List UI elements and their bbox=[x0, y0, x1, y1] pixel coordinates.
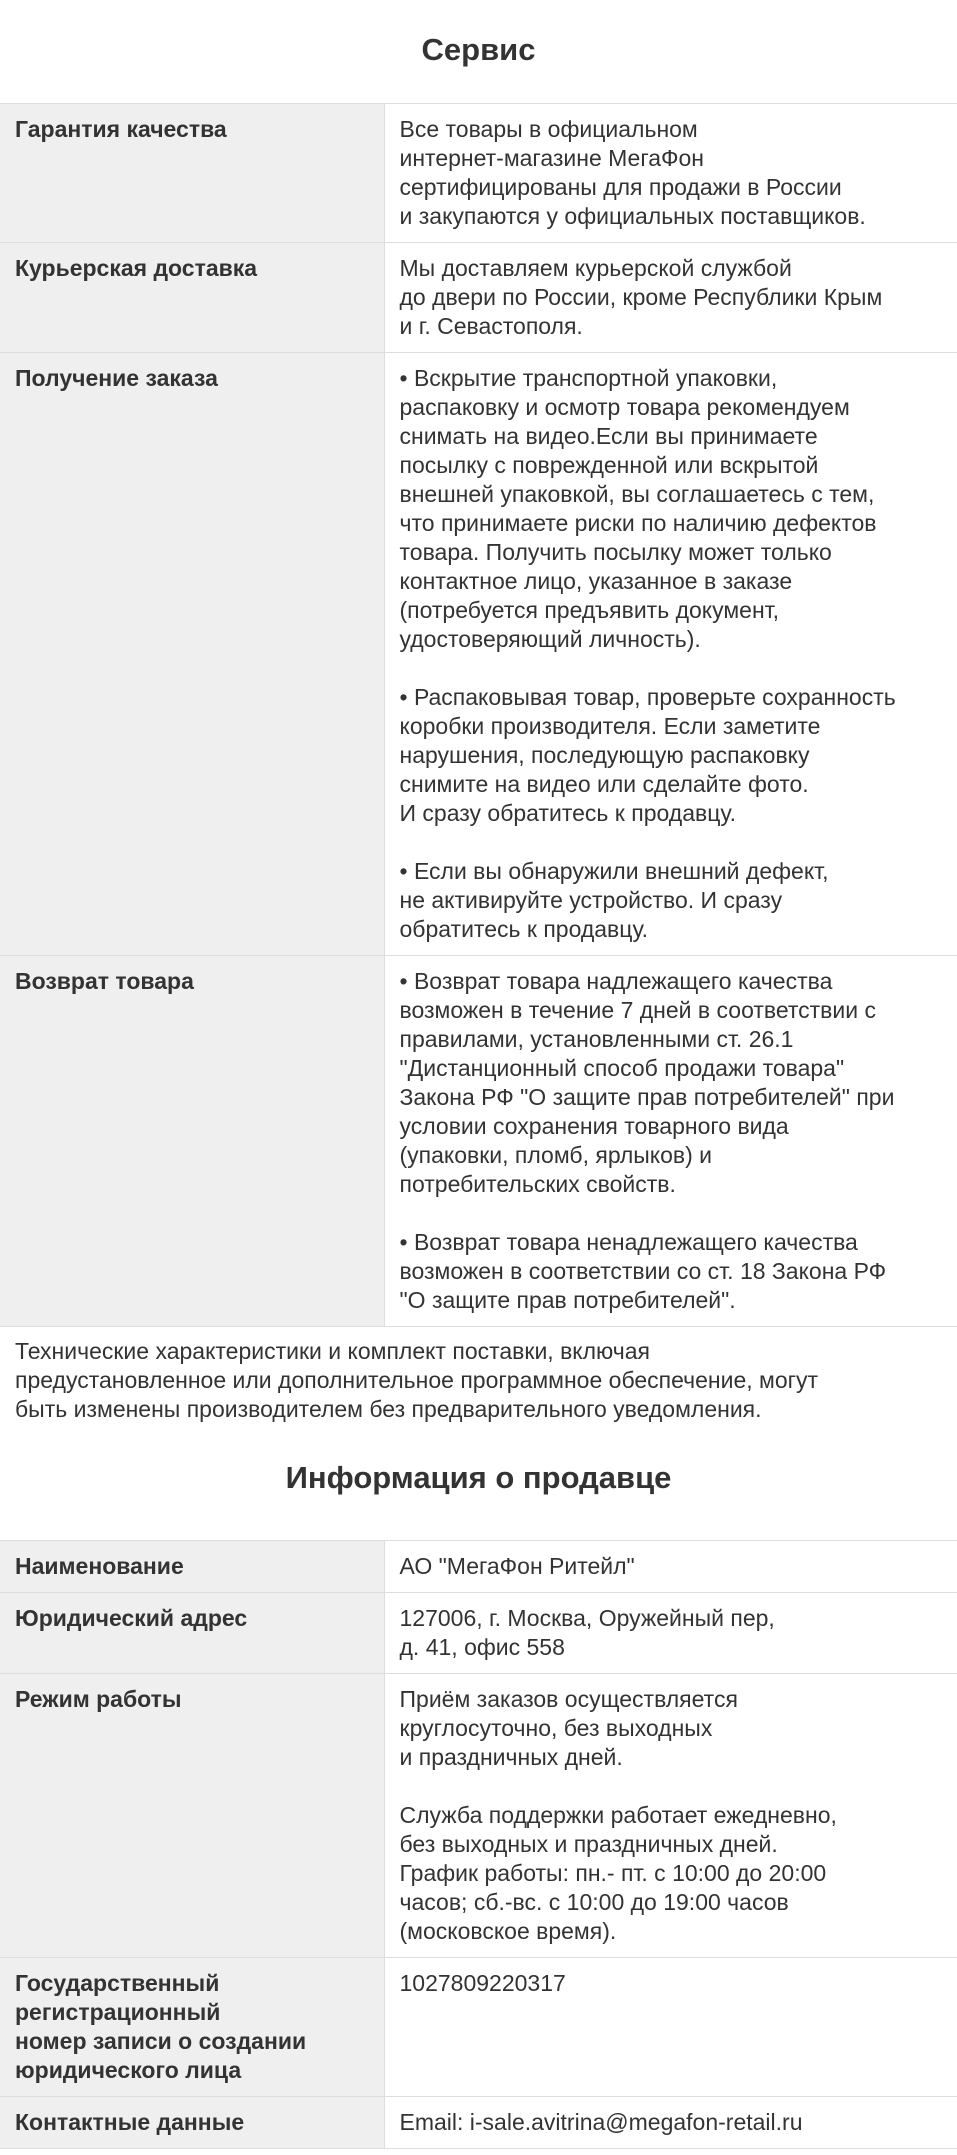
seller-row-contacts bbox=[0, 2097, 957, 2149]
seller-section-title: Информация о продавце bbox=[285, 1460, 672, 1495]
row-value: АО "МегаФон Ритейл" bbox=[384, 1541, 957, 1593]
row-label: Возврат товара bbox=[0, 956, 384, 1327]
seller-table bbox=[0, 1540, 957, 2149]
row-label: Режим работы bbox=[0, 1674, 384, 1958]
row-value: • Вскрытие транспортной упаковки, распаковку и осмотр товара рекомендуем снимать на видео.Если вы принимаете посылку с поврежденной или вскрытой внешней упаковкой, вы соглашаетесь с тем, что принимаете риски по наличию дефектов товара. Получить посылку может только контактное лицо, указанное в заказе (потребуется предъявить документ, удостоверяющий личность). • Распаковывая товар, проверьте сохранность коробки производителя. Если заметите нарушения, последующую распаковку снимите на видео или сделайте фото. И сразу обратитесь к продавцу. • Если вы обнаружили внешний дефект, не активируйте устройство. И сразу обратитесь к продавцу. bbox=[384, 353, 957, 956]
row-label: Гарантия качества bbox=[0, 104, 384, 243]
row-value: Приём заказов осуществляется круглосуточно, без выходных и праздничных дней. Служба поддержки работает ежедневно, без выходных и праздничных дней. График работы: пн.- пт. с 10:00 до 20:00 часов; сб.-вс. с 10:00 до 19:00 часов (московское время). bbox=[384, 1674, 957, 1958]
seller-row-name bbox=[0, 1541, 957, 1593]
service-row-quality-guarantee bbox=[0, 104, 957, 243]
seller-row-registration-number bbox=[0, 1958, 957, 2097]
row-label: Государственный регистрационный номер записи о создании юридического лица bbox=[0, 1958, 384, 2097]
service-row-courier-delivery bbox=[0, 243, 957, 353]
row-value: Мы доставляем курьерской службой до двери по России, кроме Республики Крым и г. Севастополя. bbox=[384, 243, 957, 353]
seller-row-working-hours bbox=[0, 1674, 957, 1958]
row-value: 1027809220317 bbox=[384, 1958, 957, 2097]
row-label: Получение заказа bbox=[0, 353, 384, 956]
seller-row-legal-address bbox=[0, 1593, 957, 1674]
row-label: Наименование bbox=[0, 1541, 384, 1593]
row-label: Юридический адрес bbox=[0, 1593, 384, 1674]
row-label: Контактные данные bbox=[0, 2097, 384, 2149]
row-value: • Возврат товара надлежащего качества возможен в течение 7 дней в соответствии с правилами, установленными ст. 26.1 "Дистанционный способ продажи товара" Закона РФ "О защите прав потребителей" при условии сохранения товарного вида (упаковки, пломб, ярлыков) и потребительских свойств. • Возврат товара ненадлежащего качества возможен в соответствии со ст. 18 Закона РФ "О защите прав потребителей". bbox=[384, 956, 957, 1327]
row-label: Курьерская доставка bbox=[0, 243, 384, 353]
row-value: Все товары в официальном интернет-магазине МегаФон сертифицированы для продажи в России и закупаются у официальных поставщиков. bbox=[384, 104, 957, 243]
row-value: 127006, г. Москва, Оружейный пер, д. 41, офис 558 bbox=[384, 1593, 957, 1674]
service-row-order-receipt bbox=[0, 353, 957, 956]
service-table bbox=[0, 103, 957, 1327]
service-section-title: Сервис bbox=[421, 32, 536, 67]
contact-email[interactable]: Email: i-sale.avitrina@megafon-retail.ru bbox=[384, 2097, 957, 2149]
service-row-product-return bbox=[0, 956, 957, 1327]
specs-disclaimer-note: Технические характеристики и комплект поставки, включая предустановленное или дополнительное программное обеспечение, могут быть изменены производителем без предварительного уведомления. bbox=[15, 1338, 819, 1422]
